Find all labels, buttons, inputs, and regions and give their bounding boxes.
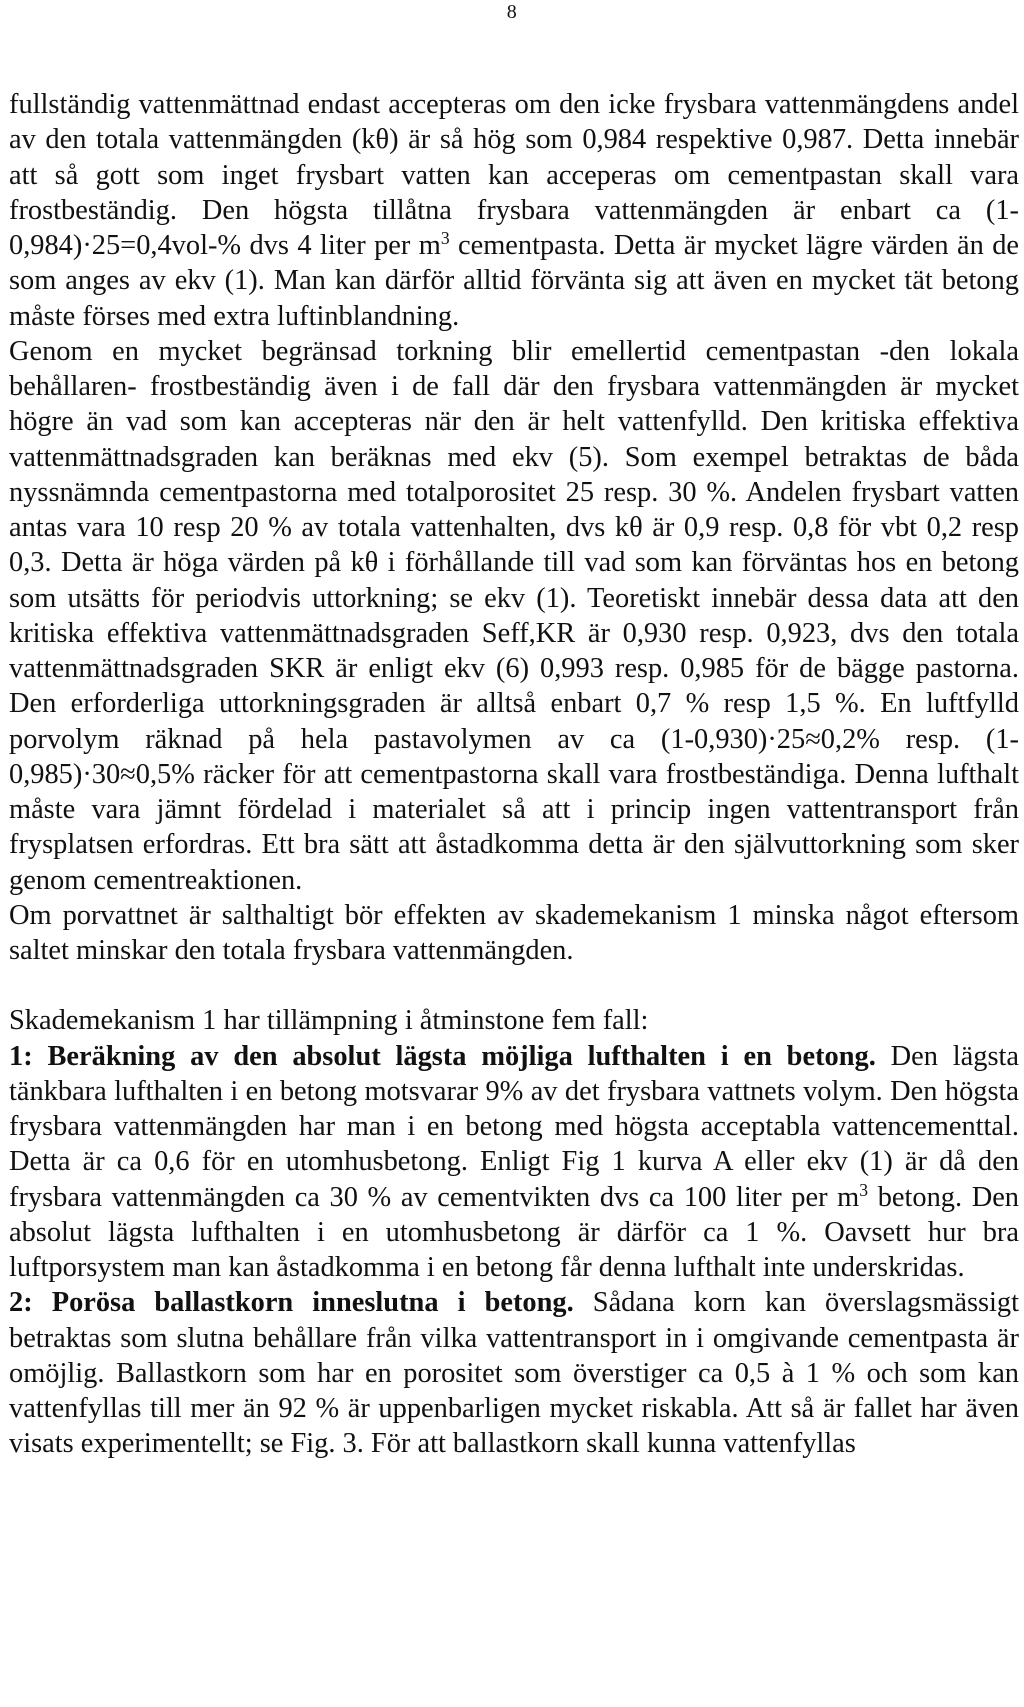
superscript: 3 xyxy=(440,228,450,249)
body-text xyxy=(9,87,1019,1462)
paragraph-case-1 xyxy=(9,1039,1019,1286)
paragraph-text: fullständig vattenmättnad endast accepteras om den icke frysbara vattenmängdens andel av den totala vattenmängden (kθ) är så hög som 0,984 respektive 0,987. Detta innebär att så gott som inget frysbart vatten kan acceperas om cementpastan skall vara frostbeständig. Den högsta tillåtna frysbara vattenmängden är enbart ca (1-0,984)·25=0,4vol-% dvs 4 liter per m xyxy=(9,89,1019,261)
paragraph-case-2 xyxy=(9,1285,1019,1461)
paragraph-applications-intro: Skademekanism 1 har tillämpning i åtminstone fem fall: xyxy=(9,1005,649,1037)
paragraph-text: cementpasta. Detta är mycket lägre värden än de som anges av ekv (1). Man kan därför alltid förvänta sig att även en mycket tät betong måste förses med extra luftinblandning. xyxy=(9,230,1019,332)
paragraph-salt-water: Om porvattnet är salthaltigt bör effekten av skademekanism 1 minska något eftersom saltet minskar den totala frysbara vattenmängden. xyxy=(9,899,1019,966)
paragraph-drying: Genom en mycket begränsad torkning blir emellertid cementpastan -den lokala behållaren- frostbeständig även i de fall där den frysbara vattenmängden är mycket högre än vad som kan accepteras när den är helt vattenfylld. Den kritiska effektiva vattenmättnadsgraden kan beräknas med ekv (5). Som exempel betraktas de båda nyssnämnda cementpastorna med totalporositet 25 resp. 30 %. Andelen frysbart vatten antas vara 10 resp 20 % av totala vattenhalten, dvs kθ är 0,9 resp. 0,8 för vbt 0,2 resp 0,3. Detta är höga värden på kθ i förhållande till vad som kan förväntas hos en betong som utsätts för periodvis uttorkning; se ekv (1). Teoretiskt innebär dessa data att den kritiska effektiva vattenmättnadsgraden Seff,KR är 0,930 resp. 0,923, dvs den totala vattenmättnadsgraden SKR är enligt ekv (6) 0,993 resp. 0,985 för de bägge pastorna. Den erforderliga uttorkningsgraden är alltså enbart 0,7 % resp 1,5 %. En luftfylld porvolym räknad på hela pastavolymen av ca (1-0,930)·25≈0,2% resp. (1-0,985)·30≈0,5% räcker för att cementpastorna skall vara frostbeständiga. Denna lufthalt måste vara jämnt fördelad i materialet så att i princip ingen vattentransport från frysplatsen erfordras. Ett bra sätt att åstadkomma detta är den självuttorkning som sker genom cementreaktionen. xyxy=(9,335,1019,896)
paragraph-text: betong. Den absolut lägsta lufthalten i en utomhusbetong är därför ca 1 %. Oavsett hur bra luftporsystem man kan åstadkomma i en betong får denna lufthalt inte underskridas. xyxy=(9,1181,1019,1283)
case-1-heading: 1: Beräkning av den absolut lägsta möjliga lufthalten i en betong. xyxy=(9,1040,876,1072)
superscript: 3 xyxy=(859,1179,869,1200)
paragraph-text: Den lägsta tänkbara lufthalten i en betong motsvarar 9% av det frysbara vattnets volym. Den högsta frysbara vattenmängden har man i en betong med högsta acceptabla vattencementtal. Detta är ca 0,6 för en utomhusbetong. Enligt Fig 1 kurva A eller ekv (1) är då den frysbara vattenmängden ca 30 % av cementvikten dvs ca 100 liter per m xyxy=(9,1040,1019,1213)
case-2-heading: 2: Porösa ballastkorn inneslutna i betong. xyxy=(9,1287,574,1319)
paragraph-text: Sådana korn kan överslagsmässigt betraktas som slutna behållare från vilka vattentransport in i omgivande cementpasta är omöjlig. Ballastkorn som har en porositet som överstiger ca 0,5 à 1 % och som kan vattenfyllas till mer än 92 % är uppenbarligen mycket riskabla. Att så är fallet har även visats experimentellt; se Fig. 3. För att ballastkorn skall kunna vattenfyllas xyxy=(9,1287,1020,1460)
paragraph-frost-resistance xyxy=(9,87,1019,334)
page-number: 8 xyxy=(506,1,518,23)
